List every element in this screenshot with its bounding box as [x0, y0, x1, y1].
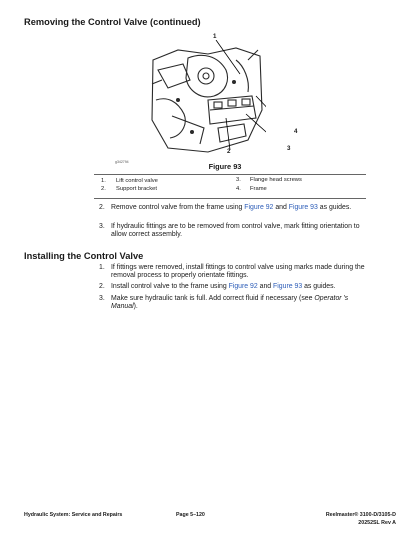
figure-caption: Figure 93 [208, 162, 242, 171]
step-text-part: Install control valve to the frame using [111, 283, 229, 290]
step-text-part: Remove control valve from the frame using [111, 204, 245, 211]
figure-92-link[interactable]: Figure 92 [244, 204, 274, 211]
legend-num: 1. [101, 178, 106, 184]
operators-manual-reference: Operator 's Manual [111, 295, 349, 311]
legend-num: 4. [236, 186, 241, 192]
section-title-installing: Installing the Control Valve [24, 251, 144, 261]
footer-revision: 20252SL Rev A [358, 520, 396, 526]
install-step-1 [99, 264, 371, 282]
step-text-part: as guides. [317, 204, 352, 211]
step-text [111, 204, 371, 212]
legend-num: 3. [236, 177, 241, 183]
legend-bottom-rule [94, 198, 366, 199]
install-step-2 [99, 283, 371, 293]
legend-text: Flange head screws [250, 177, 302, 183]
section-title-removing: Removing the Control Valve (continued) [24, 17, 201, 27]
step-text: If hydraulic fittings are to be removed from control valve, mark fitting orientation to allow correct assembly. [111, 223, 360, 239]
step-text-part: as guides. [302, 283, 336, 290]
legend-text: Lift control valve [116, 178, 158, 184]
legend-top-rule [94, 174, 366, 175]
step-number: 2. [99, 204, 105, 211]
callout-3: 3 [287, 145, 291, 152]
footer-section-title: Hydraulic System: Service and Repairs [24, 512, 123, 518]
figure-93-link[interactable]: Figure 93 [273, 283, 303, 290]
figure-93-link[interactable]: Figure 93 [288, 204, 318, 211]
step-number: 1. [99, 264, 105, 271]
callout-4: 4 [294, 128, 298, 135]
step-text [111, 295, 371, 311]
step-number: 3. [99, 295, 105, 302]
figure-id-label: g342794 [115, 160, 129, 164]
step-number: 3. [99, 223, 105, 230]
install-step-3 [99, 295, 371, 313]
step-text-part: Make sure hydraulic tank is full. Add correct fluid if necessary (see [111, 295, 315, 302]
figure-93-illustration [148, 40, 266, 158]
callout-1: 1 [213, 33, 217, 40]
legend-text: Frame [250, 186, 267, 192]
step-text [111, 283, 371, 291]
callout-2: 2 [227, 148, 231, 155]
removal-step-3 [99, 223, 371, 241]
step-text-part: and [273, 204, 289, 211]
footer-product-name: Reelmaster® 3100-D/3105-D [325, 512, 396, 518]
step-text-part: ). [133, 303, 138, 311]
step-number: 2. [99, 283, 105, 290]
figure-legend [94, 176, 366, 196]
legend-text: Support bracket [116, 186, 157, 192]
step-text: If fittings were removed, install fittings to control valve using marks made during the removal process to properly orientate fittings. [111, 264, 365, 280]
removal-step-2 [99, 204, 371, 222]
footer-page-number: Page 5–120 [176, 512, 205, 518]
step-text-part: and [257, 283, 274, 290]
figure-92-link[interactable]: Figure 92 [228, 283, 258, 290]
figure-93-drawing [148, 40, 266, 158]
legend-num: 2. [101, 186, 106, 192]
